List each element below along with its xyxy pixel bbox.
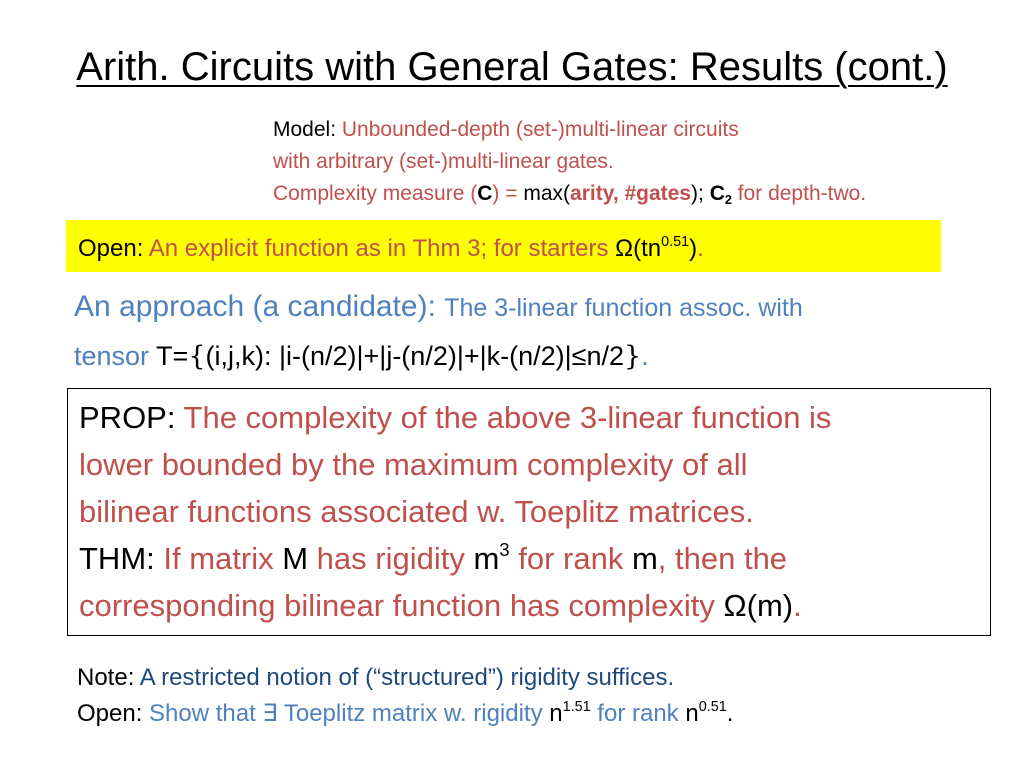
rigidity-exponent: 3 bbox=[499, 538, 510, 560]
open-period: . bbox=[697, 235, 704, 262]
open2-period: . bbox=[726, 700, 734, 727]
c2-subscript: 2 bbox=[724, 192, 732, 207]
thm-period: . bbox=[793, 588, 802, 623]
approach-section bbox=[74, 285, 803, 383]
rank-n-exponent: 0.51 bbox=[698, 698, 727, 715]
depth-two-text: for depth-two. bbox=[731, 182, 867, 205]
open2-text-2: Toeplitz matrix w. rigidity bbox=[277, 700, 550, 727]
note-label: Note: bbox=[77, 664, 140, 691]
equals-text: ) = bbox=[492, 182, 524, 205]
right-brace: } bbox=[624, 341, 642, 372]
note-line bbox=[77, 660, 733, 696]
open2-text-1: Show that bbox=[149, 700, 263, 727]
prop-line-1 bbox=[79, 394, 990, 441]
max-text: max( bbox=[523, 182, 571, 205]
open-problem-text: An explicit function as in Thm 3; for starters bbox=[148, 235, 616, 262]
model-line-1-text: Unbounded-depth (set-)multi-linear circuits bbox=[341, 118, 739, 141]
c2-symbol bbox=[710, 182, 732, 205]
prop-text-1: The complexity of the above 3-linear function is bbox=[183, 400, 832, 435]
open-problem-highlight bbox=[66, 220, 941, 272]
tensor-word: tensor bbox=[74, 341, 150, 371]
rigidity-n-exponent: 1.51 bbox=[562, 698, 591, 715]
rigidity-n: n bbox=[549, 700, 563, 727]
approach-period: . bbox=[641, 341, 649, 371]
set-definition: (i,j,k): |i-(n/2)|+|j-(n/2)|+|k-(n/2)|≤n/2 bbox=[205, 341, 624, 371]
omega-symbol: Ω bbox=[615, 235, 634, 262]
prop-label: PROP: bbox=[79, 400, 184, 435]
tn-close: ) bbox=[689, 235, 698, 262]
tn-exponent: 0.51 bbox=[661, 233, 690, 250]
thm-line-1 bbox=[79, 535, 990, 582]
rigidity-m: m bbox=[473, 541, 500, 576]
left-brace: { bbox=[188, 341, 206, 372]
rank-m: m bbox=[631, 541, 658, 576]
slide-title-text: Arith. Circuits with General Gates: Results (cont.) bbox=[76, 45, 948, 89]
thm-text-3: for rank bbox=[509, 541, 632, 576]
model-line-1 bbox=[273, 114, 866, 146]
open-line-2 bbox=[77, 696, 733, 732]
model-line-2: with arbitrary (set-)multi-linear gates. bbox=[273, 150, 614, 173]
slide-title bbox=[0, 42, 1024, 92]
thm-omega-arg: (m) bbox=[746, 588, 794, 623]
rank-n: n bbox=[685, 700, 699, 727]
open2-label: Open: bbox=[77, 700, 150, 727]
proposition-box bbox=[67, 388, 991, 636]
open2-text-3: for rank bbox=[590, 700, 686, 727]
open-label: Open: bbox=[78, 235, 149, 262]
tn-text: (tn bbox=[633, 235, 662, 262]
thm-text-1: If matrix bbox=[163, 541, 283, 576]
approach-line-2 bbox=[74, 334, 803, 383]
exists-symbol: ∃ bbox=[262, 700, 278, 727]
c-symbol: C bbox=[477, 182, 493, 205]
set-prefix: T= bbox=[149, 341, 189, 371]
matrix-m: M bbox=[282, 541, 309, 576]
thm-omega-symbol: Ω bbox=[723, 588, 747, 623]
prop-text-3: bilinear functions associated w. Toeplitz matrices. bbox=[79, 494, 754, 529]
prop-text-2: lower bounded by the maximum complexity of all bbox=[79, 447, 748, 482]
complexity-measure-text: Complexity measure ( bbox=[273, 182, 478, 205]
thm-text-2: has rigidity bbox=[308, 541, 474, 576]
c2-letter: C bbox=[709, 182, 725, 205]
thm-label: THM: bbox=[79, 541, 164, 576]
semicolon-text: ); bbox=[691, 182, 710, 205]
approach-line-1 bbox=[74, 285, 803, 334]
note-text: A restricted notion of (“structured”) rigidity suffices. bbox=[139, 664, 675, 691]
model-line-3 bbox=[273, 178, 866, 210]
notes-section bbox=[77, 660, 733, 732]
arity-gates-text: arity, #gates bbox=[570, 182, 692, 205]
model-label: Model: bbox=[273, 118, 342, 141]
approach-text: The 3-linear function assoc. with bbox=[444, 294, 803, 322]
thm-text-4: , then the bbox=[657, 541, 788, 576]
thm-text-5: corresponding bilinear function has complexity bbox=[79, 588, 724, 623]
model-description bbox=[273, 114, 866, 210]
thm-line-2 bbox=[79, 582, 990, 629]
approach-heading: An approach (a candidate): bbox=[74, 290, 445, 323]
